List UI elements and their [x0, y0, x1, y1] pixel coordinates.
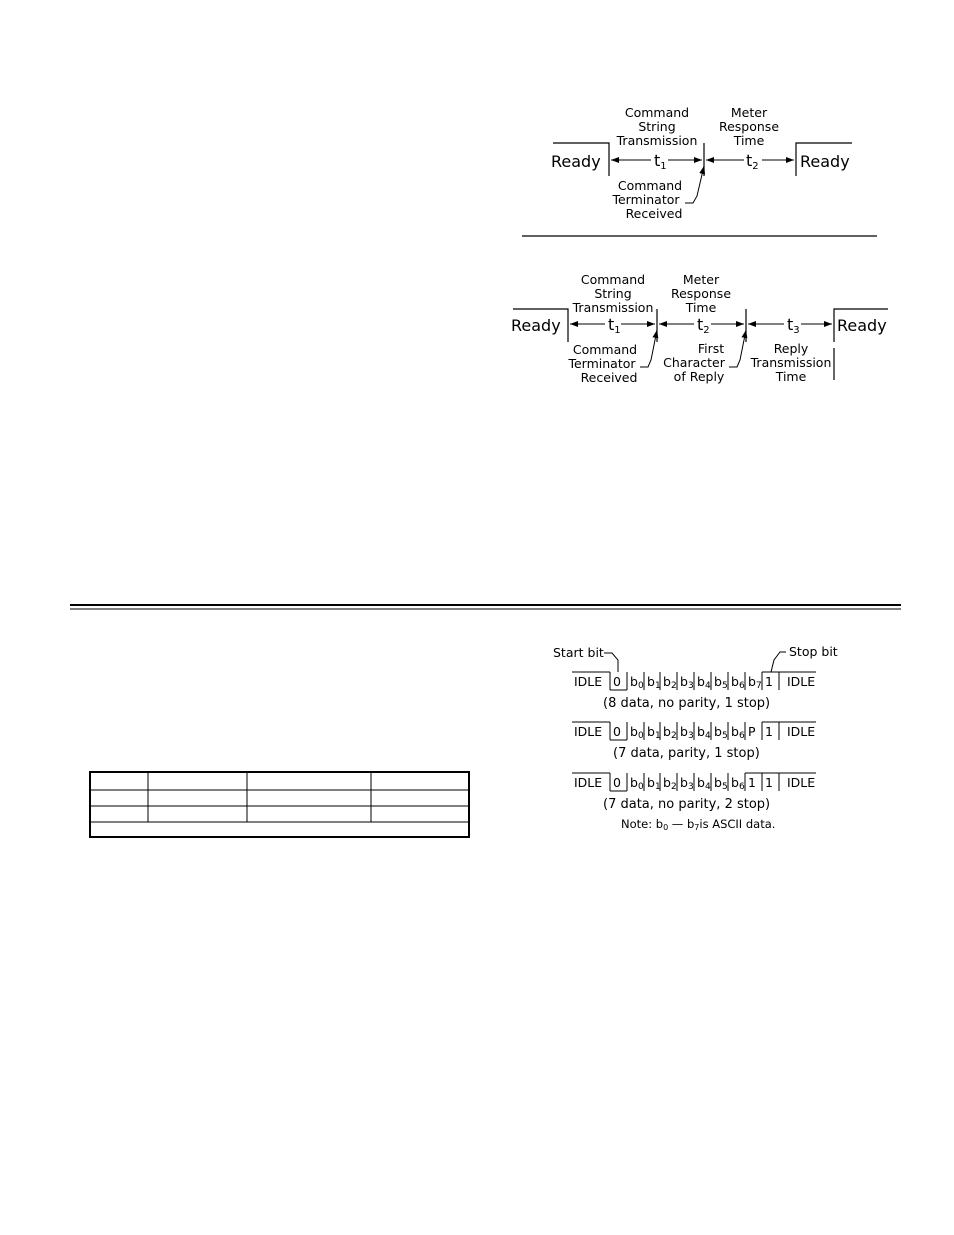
first-char-label-2 — [663, 341, 726, 384]
svg-text:Terminator: Terminator — [612, 192, 680, 207]
ready-left-2: Ready — [511, 316, 561, 335]
bit-frame-diagram — [553, 644, 838, 832]
bit-cell-0: 0 — [613, 775, 621, 790]
svg-text:String: String — [594, 286, 632, 301]
timing-diagram-1 — [551, 105, 852, 221]
blank-table — [89, 771, 470, 838]
ascii-note: Note: b0 — b7is ASCII data. — [621, 817, 776, 832]
bit-frame-row-2 — [572, 722, 816, 741]
t1-label-2: t1 — [608, 315, 621, 336]
svg-text:Command: Command — [572, 342, 638, 357]
bit-cell-b2: b2 — [663, 674, 677, 691]
svg-text:Meter: Meter — [730, 105, 768, 120]
bit-cell-b5: b5 — [714, 674, 728, 691]
bit-cell-b5: b5 — [714, 775, 728, 792]
bit-cell-b7: b7 — [748, 674, 762, 691]
idle-label-left: IDLE — [574, 775, 603, 790]
bit-cell-b4: b4 — [697, 724, 711, 741]
t2-label-2: t2 — [697, 315, 710, 336]
terminator-leader-2 — [640, 330, 657, 367]
timing-diagram-2 — [511, 272, 888, 385]
idle-label-left: IDLE — [574, 724, 603, 739]
idle-label-right: IDLE — [787, 674, 816, 689]
svg-text:Command: Command — [624, 105, 690, 120]
idle-label-right: IDLE — [787, 775, 816, 790]
t2-label-1: t2 — [746, 151, 759, 172]
bit-cell-1: 1 — [765, 724, 773, 739]
bit-cell-P: P — [748, 724, 756, 739]
svg-text:Transmission: Transmission — [616, 133, 698, 148]
svg-text:Received: Received — [580, 370, 638, 385]
svg-text:Time: Time — [685, 300, 717, 315]
bit-cell-b3: b3 — [680, 724, 694, 741]
terminator-leader-1 — [685, 166, 704, 203]
idle-label-left: IDLE — [574, 674, 603, 689]
t1-label-1: t1 — [654, 151, 667, 172]
svg-text:of Reply: of Reply — [673, 369, 725, 384]
bit-cell-1: 1 — [748, 775, 756, 790]
svg-text:Received: Received — [625, 206, 683, 221]
idle-label-right: IDLE — [787, 724, 816, 739]
svg-text:Meter: Meter — [682, 272, 720, 287]
bit-cell-1: 1 — [765, 775, 773, 790]
bit-cell-b6: b6 — [731, 724, 745, 741]
bit-cell-b4: b4 — [697, 775, 711, 792]
svg-text:First: First — [697, 341, 725, 356]
bit-cell-0: 0 — [613, 674, 621, 689]
ready-right-1: Ready — [800, 152, 850, 171]
meter-response-label-1 — [719, 105, 779, 148]
svg-text:Time: Time — [775, 369, 807, 384]
bit-frame-row-3 — [572, 773, 816, 792]
bit-cell-b5: b5 — [714, 724, 728, 741]
stop-bit-label: Stop bit — [789, 644, 838, 659]
svg-text:Character: Character — [663, 355, 725, 370]
stop-bit-leader — [771, 652, 786, 672]
svg-text:Response: Response — [718, 119, 780, 134]
cmd-terminator-label-2 — [567, 342, 637, 385]
svg-text:String: String — [638, 119, 676, 134]
frame-caption-1: (8 data, no parity, 1 stop) — [603, 696, 771, 711]
bit-cell-b1: b1 — [647, 674, 661, 691]
svg-text:Command: Command — [617, 178, 683, 193]
bit-cell-b2: b2 — [663, 724, 677, 741]
svg-text:Reply: Reply — [773, 341, 809, 356]
bit-cell-b6: b6 — [731, 674, 745, 691]
cmd-string-tx-label-1 — [616, 105, 698, 148]
start-bit-label: Start bit — [553, 645, 604, 660]
cmd-string-tx-label-2 — [572, 272, 654, 315]
svg-text:Transmission: Transmission — [572, 300, 654, 315]
bit-cell-1: 1 — [765, 674, 773, 689]
frame-caption-3: (7 data, no parity, 2 stop) — [603, 797, 771, 812]
bit-cell-b1: b1 — [647, 724, 661, 741]
svg-text:Terminator: Terminator — [568, 356, 636, 371]
ready-right-2: Ready — [837, 316, 887, 335]
bit-cell-b2: b2 — [663, 775, 677, 792]
svg-text:Command: Command — [580, 272, 646, 287]
bit-cell-b6: b6 — [731, 775, 745, 792]
bit-cell-b1: b1 — [647, 775, 661, 792]
meter-response-label-2 — [671, 272, 731, 315]
first-char-leader-2 — [729, 330, 746, 367]
bit-cell-0: 0 — [613, 724, 621, 739]
reply-tx-label-2 — [750, 341, 832, 384]
bit-cell-b0: b0 — [630, 775, 644, 792]
bit-cell-b4: b4 — [697, 674, 711, 691]
svg-text:Time: Time — [733, 133, 765, 148]
frame-caption-2: (7 data, parity, 1 stop) — [613, 746, 760, 761]
start-bit-leader — [604, 653, 618, 672]
bit-cell-b0: b0 — [630, 724, 644, 741]
bit-cell-b3: b3 — [680, 674, 694, 691]
svg-text:Response: Response — [670, 286, 732, 301]
cmd-terminator-label-1 — [611, 178, 682, 221]
bit-cell-b3: b3 — [680, 775, 694, 792]
t3-label-2: t3 — [787, 315, 800, 336]
bit-frame-row-1 — [572, 672, 816, 691]
svg-text:Transmission: Transmission — [750, 355, 832, 370]
ready-left-1: Ready — [551, 152, 601, 171]
bit-cell-b0: b0 — [630, 674, 644, 691]
